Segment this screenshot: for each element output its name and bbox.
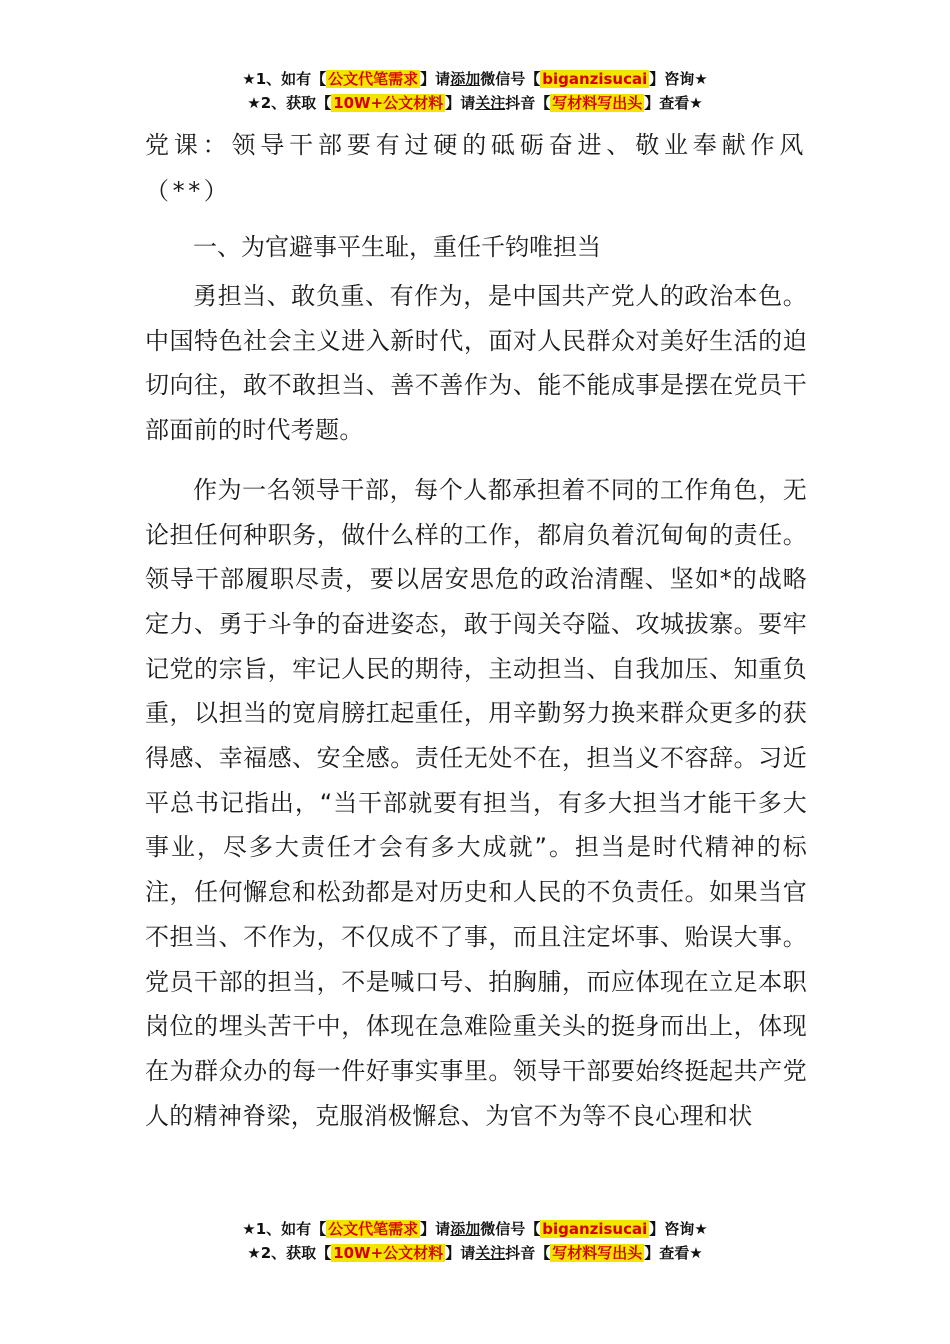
- promo-line-1: ★1、如有【 公文代笔需求 】请添加微信号【 biganzisucai 】咨询★: [242, 1220, 708, 1238]
- promo-tag-douyin: 写材料写出头: [552, 94, 643, 112]
- promo-tag-materials: 10W+公文材料: [333, 1244, 444, 1262]
- document-body: [145, 122, 807, 1138]
- promo-emph-add: 添加: [450, 1220, 481, 1238]
- promo-banner-bottom: [0, 1217, 950, 1265]
- document-title: 党课：领导干部要有过硬的砥砺奋进、敬业奉献作风（**）: [145, 131, 807, 205]
- promo-banner-top: [0, 67, 950, 115]
- promo-tag-wechat-id: biganzisucai: [542, 70, 648, 88]
- promo-tag-wechat-id: biganzisucai: [542, 1220, 648, 1238]
- promo-tag-writing-service: 公文代笔需求: [328, 1220, 419, 1238]
- promo-tag-materials: 10W+公文材料: [333, 94, 444, 112]
- paragraph-1: 勇担当、敢负重、有作为，是中国共产党人的政治本色。中国特色社会主义进入新时代，面对人民群众对美好生活的迫切向往，敢不敢担当、善不善作为、能不能成事是摆在党员干部面前的时代考题。: [145, 282, 807, 445]
- paragraph-2: 作为一名领导干部，每个人都承担着不同的工作角色，无论担任何种职务，做什么样的工作，都肩负着沉甸甸的责任。领导干部履职尽责，要以居安思危的政治清醒、坚如*的战略定力、勇于斗争的奋进姿态，敢于闯关夺隘、攻城拔寨。要牢记党的宗旨，牢记人民的期待，主动担当、自我加压、知重负重，以担当的宽肩膀扛起重任，用辛勤努力换来群众更多的获得感、幸福感、安全感。责任无处不在，担当义不容辞。习近平总书记指出，“当干部就要有担当，有多大担当才能干多大事业，尽多大责任才会有多大成就”。担当是时代精神的标注，任何懈怠和松劲都是对历史和人民的不负责任。如果当官不担当、不作为，不仅成不了事，而且注定坏事、贻误大事。党员干部的担当，不是喊口号、拍胸脯，而应体现在立足本职岗位的埋头苦干中，体现在急难险重关头的挺身而出上，体现在为群众办的每一件好事实事里。领导干部要始终挺起共产党人的精神脊梁，克服消极懈怠、为官不为等不良心理和状: [145, 475, 807, 1130]
- section-heading-1: 一、为官避事平生耻，重任千钧唯担当: [193, 233, 601, 261]
- promo-line-2: ★2、获取【 10W+公文材料 】请关注抖音【 写材料写出头 】查看★: [247, 94, 703, 112]
- promo-emph-follow: 关注: [475, 94, 506, 112]
- promo-tag-douyin: 写材料写出头: [552, 1244, 643, 1262]
- promo-tag-writing-service: 公文代笔需求: [328, 70, 419, 88]
- promo-emph-add: 添加: [450, 70, 481, 88]
- promo-emph-follow: 关注: [475, 1244, 506, 1262]
- promo-line-2: ★2、获取【 10W+公文材料 】请关注抖音【 写材料写出头 】查看★: [247, 1244, 703, 1262]
- promo-line-1: ★1、如有【 公文代笔需求 】请添加微信号【 biganzisucai 】咨询★: [242, 70, 708, 88]
